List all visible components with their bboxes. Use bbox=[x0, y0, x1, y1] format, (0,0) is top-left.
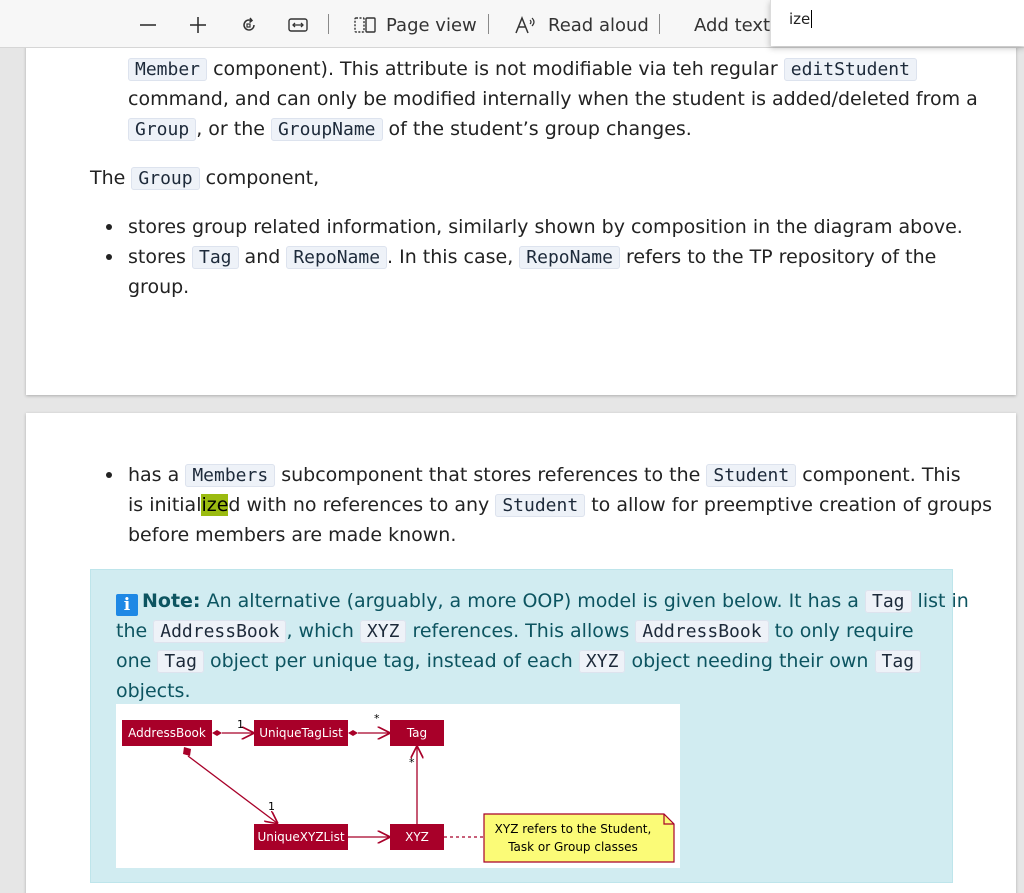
text-span: An alternative (arguably, a more OOP) model is given below. It has a bbox=[200, 590, 865, 612]
text-span: of the student’s group changes. bbox=[382, 118, 692, 140]
paragraph-line bbox=[128, 114, 692, 145]
tag-label: Tag bbox=[406, 726, 428, 740]
composition-diamond bbox=[348, 730, 358, 736]
text-span: object needing their own bbox=[625, 650, 875, 672]
text-span: component). This attribute is not modifiable via teh regular bbox=[207, 58, 784, 80]
code-tag: Tag bbox=[192, 246, 239, 269]
add-text-button[interactable] bbox=[684, 12, 770, 38]
note-line bbox=[116, 616, 914, 647]
note-line bbox=[116, 586, 969, 617]
read-aloud-label: Read aloud bbox=[548, 14, 649, 36]
page-view-button[interactable] bbox=[354, 12, 477, 38]
list-item: stores group related information, similarly shown by composition in the diagram above. bbox=[128, 216, 963, 238]
list-item-continuation: before members are made known. bbox=[128, 524, 457, 546]
code-group: Group bbox=[131, 167, 199, 190]
list-item-continuation bbox=[128, 490, 992, 521]
text-span: d with no references to any bbox=[228, 494, 496, 516]
text-caret bbox=[811, 10, 812, 28]
code-tag: Tag bbox=[865, 590, 912, 613]
add-text-label: Add text bbox=[694, 14, 770, 36]
rotate-icon[interactable] bbox=[236, 12, 262, 38]
code-groupname: GroupName bbox=[271, 118, 383, 141]
text-span: is initial bbox=[128, 494, 202, 516]
diagram-note-line: XYZ refers to the Student, bbox=[494, 822, 652, 836]
composition-diamond bbox=[212, 730, 222, 736]
note-line: objects. bbox=[116, 680, 191, 702]
text-span: object per unique tag, instead of each bbox=[203, 650, 579, 672]
text-span: component, bbox=[199, 167, 320, 189]
multiplicity-label: * bbox=[374, 712, 380, 725]
addressbook-label: AddressBook bbox=[128, 726, 206, 740]
toolbar-divider bbox=[488, 14, 489, 34]
text-span: to only require bbox=[768, 620, 914, 642]
multiplicity-label: 1 bbox=[268, 800, 275, 813]
code-addressbook: AddressBook bbox=[153, 620, 286, 643]
fit-width-icon[interactable] bbox=[285, 12, 311, 38]
note-line bbox=[116, 646, 921, 677]
list-item-continuation: group. bbox=[128, 276, 190, 298]
uniquexyzlist-label: UniqueXYZList bbox=[257, 830, 345, 844]
code-addressbook: AddressBook bbox=[635, 620, 768, 643]
uml-diagram bbox=[116, 704, 680, 868]
paragraph-line bbox=[128, 54, 917, 85]
search-highlight: ize bbox=[201, 494, 229, 516]
code-reponame: RepoName bbox=[286, 246, 387, 269]
uniquetaglist-label: UniqueTagList bbox=[259, 726, 343, 740]
text-span: stores bbox=[128, 246, 192, 268]
find-bar bbox=[770, 0, 1024, 46]
text-span: . In this case, bbox=[387, 246, 520, 268]
code-group: Group bbox=[128, 118, 196, 141]
text-span: refers to the TP repository of the bbox=[619, 246, 937, 268]
read-aloud-icon bbox=[514, 15, 538, 35]
toolbar-divider bbox=[659, 14, 660, 34]
toolbar-divider bbox=[328, 14, 329, 34]
composition-diamond bbox=[183, 747, 191, 756]
text-span: has a bbox=[128, 464, 186, 486]
xyz-label: XYZ bbox=[405, 830, 429, 844]
text-span: , which bbox=[286, 620, 360, 642]
code-xyz: XYZ bbox=[360, 620, 407, 643]
bullet-dot bbox=[106, 472, 112, 478]
page-view-label: Page view bbox=[386, 14, 477, 36]
pdf-toolbar bbox=[0, 0, 1024, 48]
code-tag: Tag bbox=[157, 650, 204, 673]
bullet-dot bbox=[106, 254, 112, 260]
code-student: Student bbox=[495, 494, 585, 517]
code-reponame: RepoName bbox=[519, 246, 620, 269]
code-xyz: XYZ bbox=[579, 650, 626, 673]
code-student: Student bbox=[706, 464, 796, 487]
bullet-dot bbox=[106, 224, 112, 230]
composition-edge bbox=[188, 756, 277, 823]
paragraph-line: command, and can only be modified internally when the student is added/deleted from a bbox=[128, 88, 978, 110]
text-span: the bbox=[116, 620, 154, 642]
list-item bbox=[128, 242, 936, 273]
code-tag: Tag bbox=[875, 650, 922, 673]
text-span: The bbox=[90, 167, 132, 189]
text-span: to allow for preemptive creation of groups bbox=[585, 494, 993, 516]
code-editstudent: editStudent bbox=[784, 58, 917, 81]
plus-icon[interactable] bbox=[185, 12, 211, 38]
text-span: list in bbox=[911, 590, 969, 612]
multiplicity-label: 1 bbox=[237, 718, 244, 731]
text-span: and bbox=[238, 246, 287, 268]
list-item bbox=[128, 460, 961, 491]
text-span: references. This allows bbox=[406, 620, 636, 642]
page-view-icon bbox=[354, 16, 376, 34]
minus-icon[interactable] bbox=[135, 12, 161, 38]
text-span: subcomponent that stores references to the bbox=[275, 464, 707, 486]
code-member: Member bbox=[128, 58, 207, 81]
find-input[interactable] bbox=[789, 8, 1009, 30]
multiplicity-label: * bbox=[409, 756, 415, 769]
diagram-note-line: Task or Group classes bbox=[508, 840, 638, 854]
note-label: Note: bbox=[142, 590, 201, 612]
paragraph-line bbox=[90, 163, 319, 194]
text-span: one bbox=[116, 650, 158, 672]
code-members: Members bbox=[185, 464, 275, 487]
read-aloud-button[interactable] bbox=[514, 12, 649, 38]
info-icon: i bbox=[116, 594, 138, 616]
text-span: component. This bbox=[796, 464, 961, 486]
text-span: , or the bbox=[196, 118, 271, 140]
